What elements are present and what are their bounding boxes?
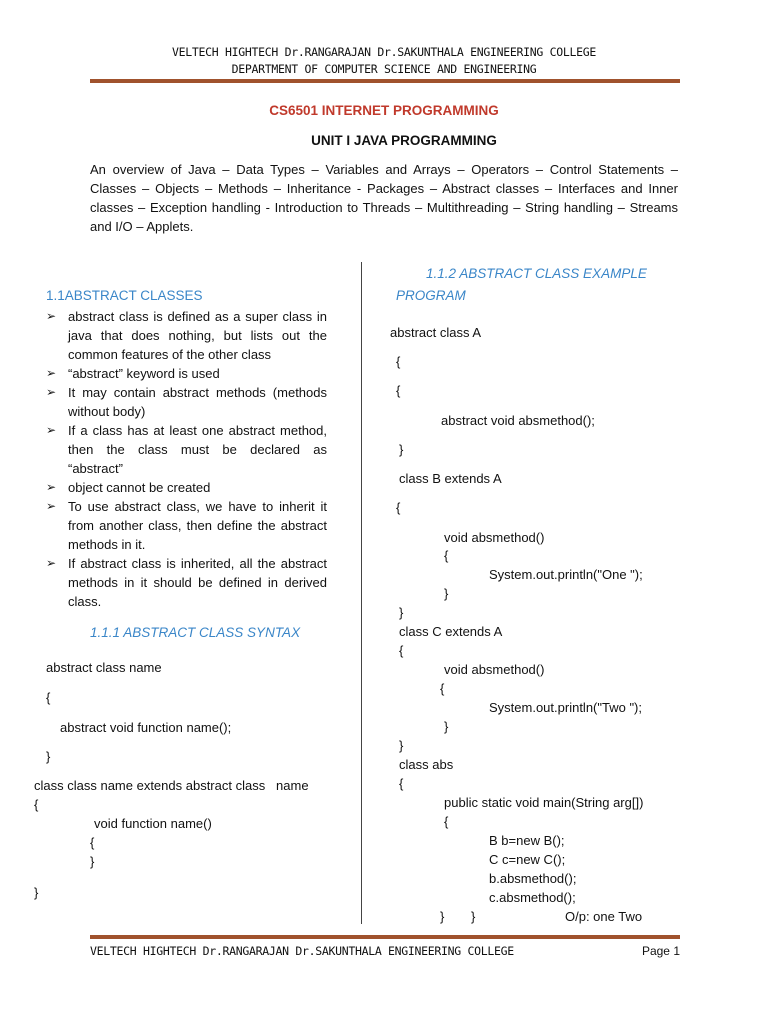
code-line: B b=new B(); (489, 833, 565, 848)
syntax-line: abstract class name (46, 660, 162, 675)
code-line: class C extends A (399, 624, 503, 639)
abstract-class-bullet-list (46, 307, 327, 611)
arrow-bullet-icon: ➢ (46, 423, 57, 437)
code-line: { (396, 354, 401, 369)
code-line: System.out.println("Two "); (489, 700, 642, 715)
code-line: void absmethod() (444, 530, 545, 545)
list-item: ➢ If abstract class is inherited, all the abstract methods in it should be defined in derived class. (46, 556, 327, 609)
code-line: C c=new C(); (489, 852, 566, 867)
code-line: } (399, 442, 404, 457)
list-item: ➢ abstract class is defined as a super class in java that does nothing, but lists out the common features of the other class (46, 309, 327, 362)
code-line: } (444, 719, 449, 734)
section-title-abstract-classes: 1.1ABSTRACT CLASSES (46, 288, 203, 303)
list-item: ➢ “abstract” keyword is used (46, 366, 220, 381)
list-item: ➢ To use abstract class, we have to inherit it from another class, then define the abstract methods in it. (46, 499, 327, 552)
footer-divider (90, 935, 680, 939)
arrow-bullet-icon: ➢ (46, 480, 57, 494)
page-number: Page 1 (641, 944, 680, 958)
code-line: void absmethod() (444, 662, 545, 677)
arrow-bullet-icon: ➢ (46, 385, 57, 399)
code-line: { (396, 383, 401, 398)
example-section-title-line1: 1.1.2 ABSTRACT CLASS EXAMPLE (426, 266, 647, 281)
syntax-line: void function name() (94, 816, 212, 831)
code-line: { (399, 643, 404, 658)
header-department: DEPARTMENT OF COMPUTER SCIENCE AND ENGINEERING (231, 62, 537, 76)
arrow-bullet-icon: ➢ (46, 309, 57, 323)
code-line: } (399, 605, 404, 620)
syntax-line: } (34, 885, 39, 900)
course-title: CS6501 INTERNET PROGRAMMING (269, 103, 499, 118)
list-item: ➢ It may contain abstract methods (methods without body) (46, 385, 327, 419)
syntax-line: { (34, 797, 39, 812)
syntax-line: { (90, 835, 95, 850)
code-line: } (440, 909, 445, 924)
list-item: ➢ object cannot be created (46, 480, 211, 495)
syntax-line: class class name extends abstract class name (34, 778, 309, 793)
syntax-line: } (46, 749, 51, 764)
code-line: { (444, 548, 449, 563)
code-line: public static void main(String arg[]) (444, 795, 644, 810)
arrow-bullet-icon: ➢ (46, 366, 57, 380)
header-divider (90, 79, 680, 83)
code-line: abstract class A (390, 325, 482, 340)
code-line: { (399, 776, 404, 791)
code-line: b.absmethod(); (489, 871, 577, 886)
code-line: } (399, 738, 404, 753)
unit-title: UNIT I JAVA PROGRAMMING (311, 133, 497, 148)
arrow-bullet-icon: ➢ (46, 499, 57, 513)
code-line: class abs (399, 757, 454, 772)
example-section-title-line2: PROGRAM (396, 288, 466, 303)
column-divider (361, 262, 362, 924)
list-item: ➢ If a class has at least one abstract method, then the class must be declared as “abstract” (46, 423, 327, 476)
unit-overview: An overview of Java – Data Types – Variables and Arrays – Operators – Control Statements – Classes – Objects – Methods – Inheritance - Packages – Abstract classes – Interfaces and Inner classes – Exception handling - Introduction to Threads – Multithreading – String handling – Streams and I/O – Applets. (90, 162, 678, 234)
arrow-bullet-icon: ➢ (46, 556, 57, 570)
code-line: c.absmethod(); (489, 890, 576, 905)
footer-college-name: VELTECH HIGHTECH Dr.RANGARAJAN Dr.SAKUNTHALA ENGINEERING COLLEGE (90, 944, 514, 958)
program-output: O/p: one Two (565, 909, 643, 924)
code-line: { (440, 681, 445, 696)
code-line: abstract void absmethod(); (441, 413, 595, 428)
code-line: System.out.println("One "); (489, 567, 643, 582)
code-line: } (444, 586, 449, 601)
code-line: } (471, 909, 476, 924)
code-line: class B extends A (399, 471, 502, 486)
code-line: { (444, 814, 449, 829)
syntax-section-title: 1.1.1 ABSTRACT CLASS SYNTAX (90, 625, 301, 640)
code-line: { (396, 500, 401, 515)
syntax-line: } (90, 854, 95, 869)
header-college-name: VELTECH HIGHTECH Dr.RANGARAJAN Dr.SAKUNTHALA ENGINEERING COLLEGE (172, 45, 596, 59)
syntax-line: { (46, 690, 51, 705)
syntax-line: abstract void function name(); (60, 720, 232, 735)
